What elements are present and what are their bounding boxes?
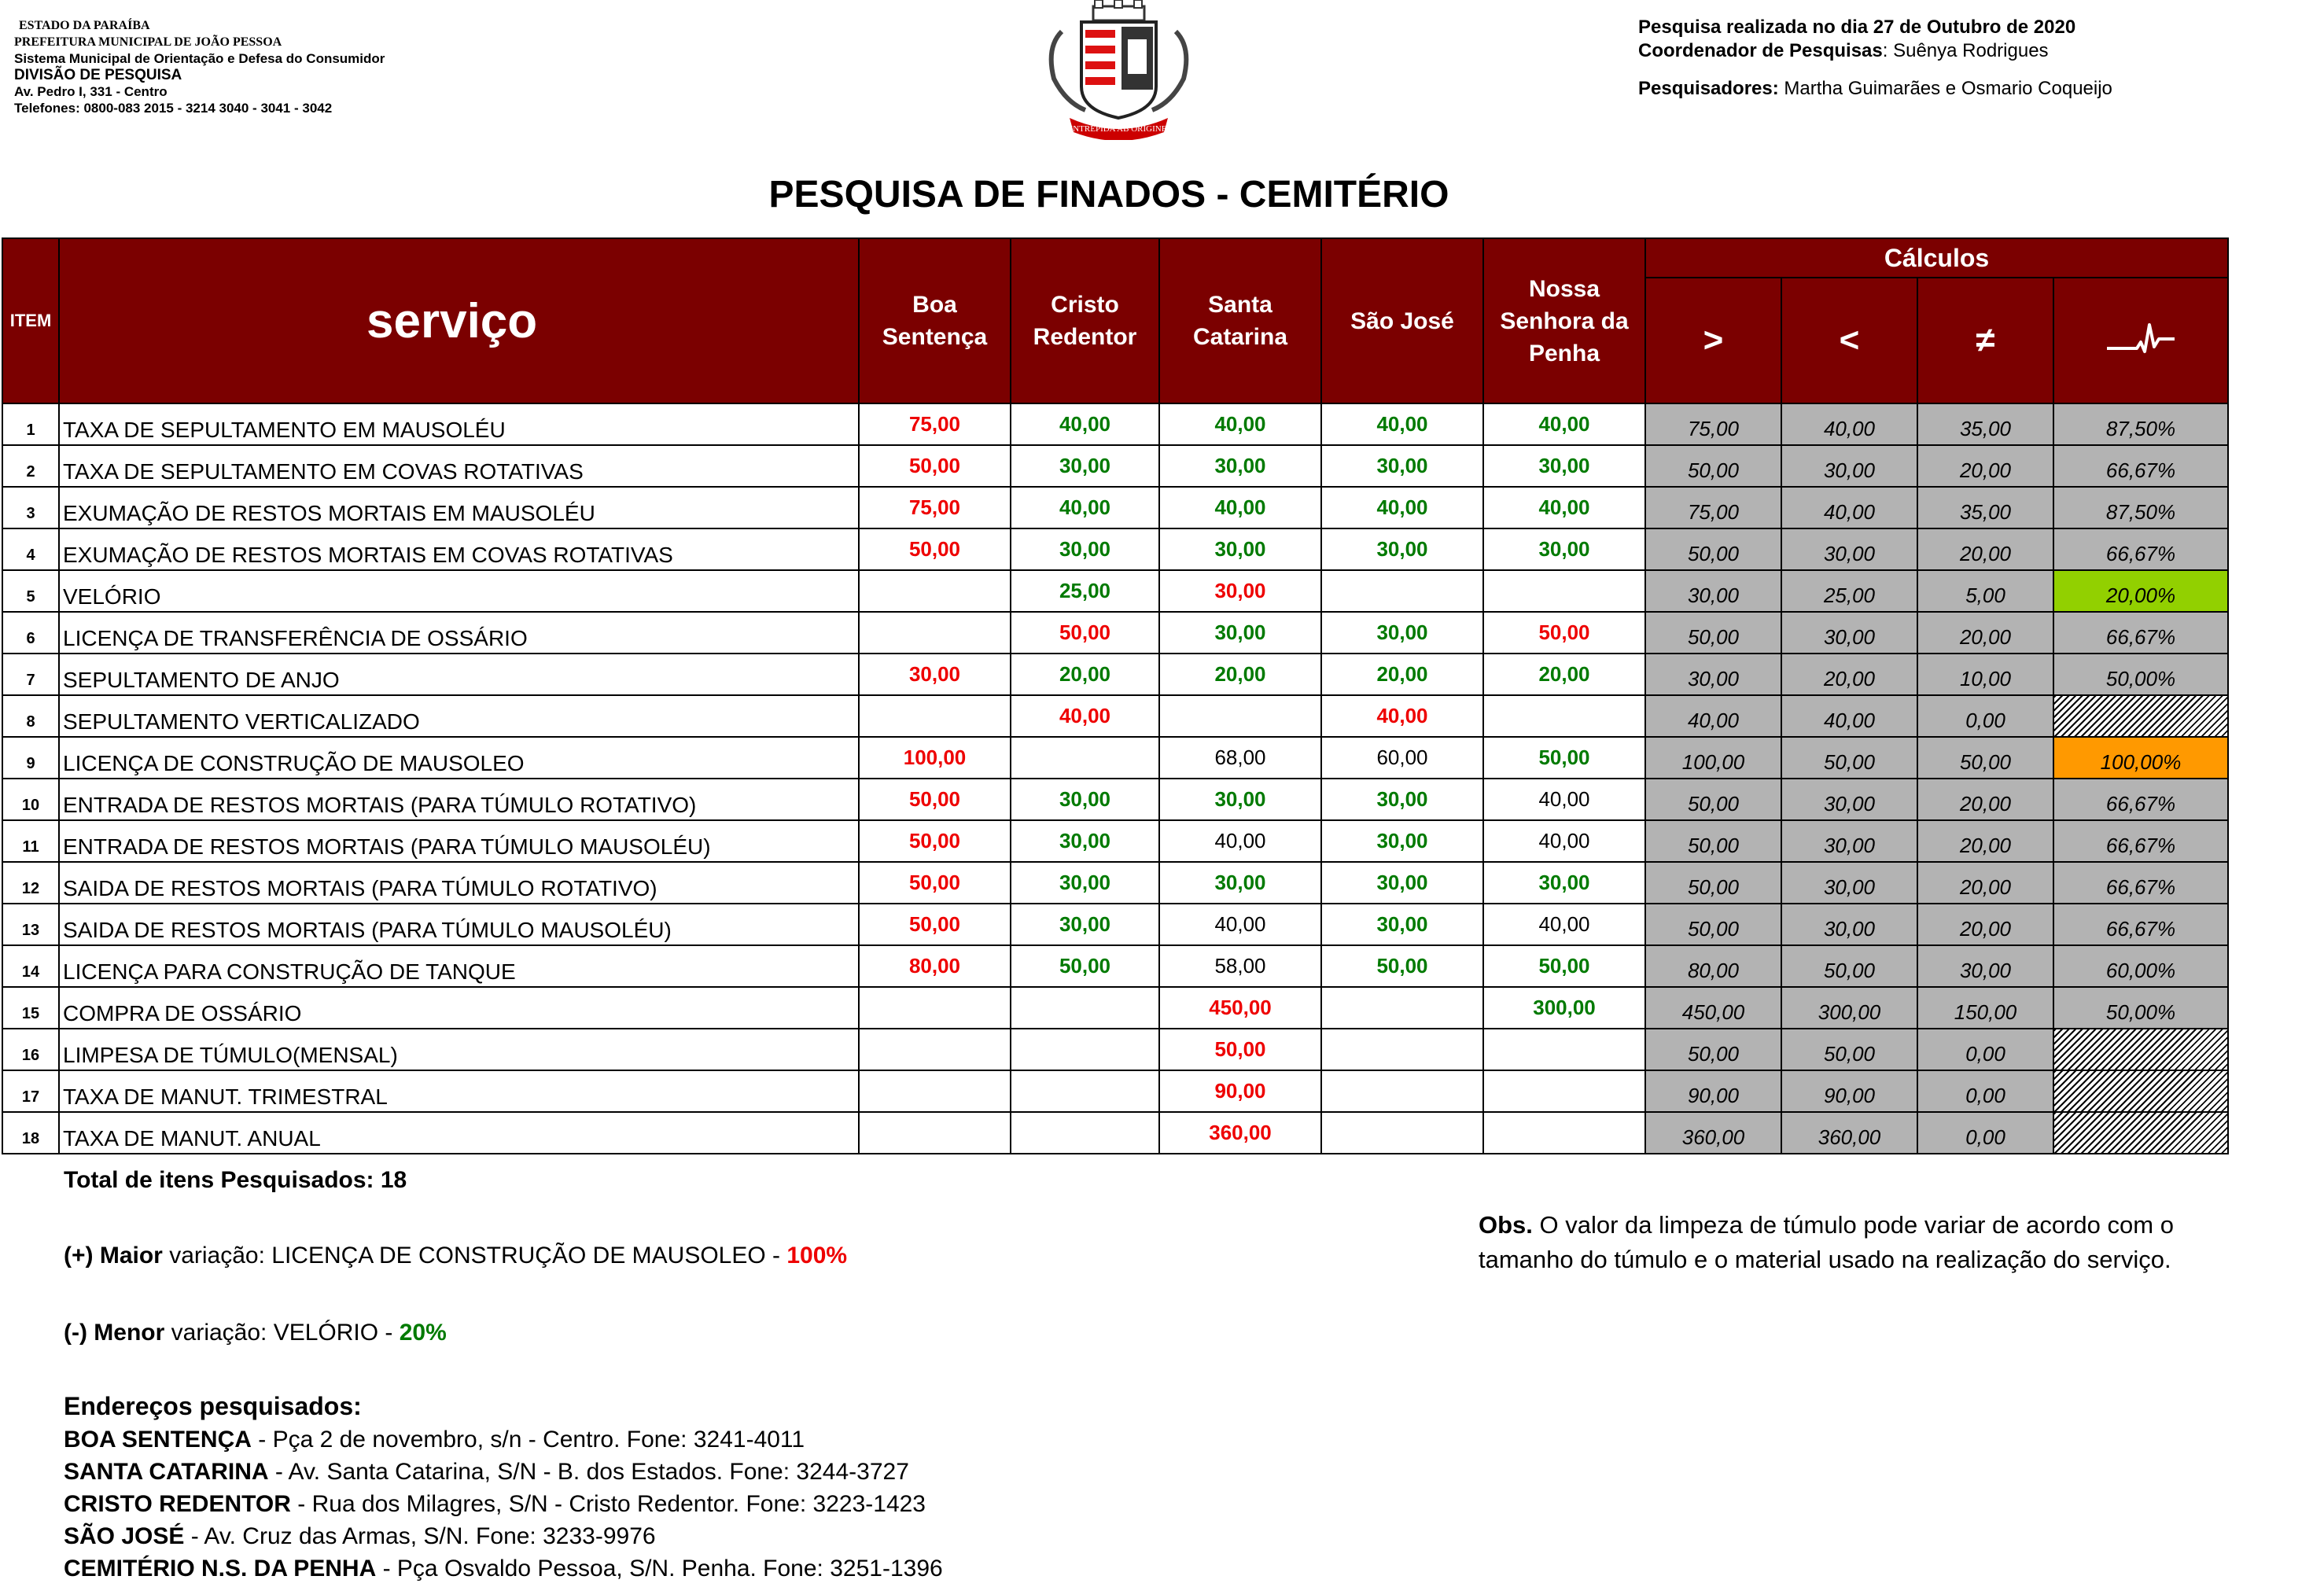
calc-diff: 20,00 — [1917, 445, 2053, 487]
survey-date: Pesquisa realizada no dia 27 de Outubro de 2020 — [1638, 17, 2076, 38]
service-name: LICENÇA DE TRANSFERÊNCIA DE OSSÁRIO — [59, 612, 859, 654]
page-title: PESQUISA DE FINADOS - CEMITÉRIO — [768, 174, 1449, 215]
store-price: 360,00 — [1159, 1112, 1321, 1154]
service-name: SEPULTAMENTO VERTICALIZADO — [59, 695, 859, 737]
item-number: 1 — [2, 403, 59, 445]
observation-note: Obs. O valor da limpeza de túmulo pode variar de acordo com o tamanho do túmulo e o material usado na realização do serviço. — [1479, 1211, 2174, 1273]
calc-max: 50,00 — [1645, 779, 1781, 820]
system-name: Sistema Municipal de Orientação e Defesa do Consumidor — [14, 51, 385, 66]
service-name: LICENÇA PARA CONSTRUÇÃO DE TANQUE — [59, 945, 859, 987]
header-store-boa-sentenca: Boa Sentença — [859, 238, 1011, 403]
service-name: TAXA DE MANUT. ANUAL — [59, 1112, 859, 1154]
item-number: 5 — [2, 570, 59, 612]
store-price — [859, 1070, 1011, 1112]
table-row — [2, 987, 2228, 1029]
calc-variation — [2053, 1029, 2228, 1070]
calc-min: 30,00 — [1781, 445, 1917, 487]
store-price: 50,00 — [1483, 945, 1645, 987]
calc-variation: 66,67% — [2053, 445, 2228, 487]
store-price: 40,00 — [1159, 904, 1321, 945]
store-price: 50,00 — [1321, 945, 1483, 987]
item-number: 4 — [2, 528, 59, 570]
calc-variation: 20,00% — [2053, 570, 2228, 612]
calc-variation: 66,67% — [2053, 820, 2228, 862]
calc-variation: 66,67% — [2053, 904, 2228, 945]
item-number: 6 — [2, 612, 59, 654]
store-price — [859, 570, 1011, 612]
calc-variation: 66,67% — [2053, 862, 2228, 904]
store-price: 40,00 — [1483, 904, 1645, 945]
store-price: 40,00 — [1321, 403, 1483, 445]
store-price — [1321, 1029, 1483, 1070]
calc-variation: 87,50% — [2053, 487, 2228, 528]
table-row — [2, 570, 2228, 612]
store-price: 50,00 — [859, 779, 1011, 820]
store-price: 30,00 — [1011, 904, 1159, 945]
header-calculos: Cálculos — [1645, 238, 2228, 278]
store-price: 30,00 — [1011, 820, 1159, 862]
calc-variation: 50,00% — [2053, 987, 2228, 1029]
service-name: SAIDA DE RESTOS MORTAIS (PARA TÚMULO ROTATIVO) — [59, 862, 859, 904]
store-price: 50,00 — [1483, 612, 1645, 654]
store-price: 30,00 — [1321, 612, 1483, 654]
table-row — [2, 403, 2228, 445]
table-row — [2, 1112, 2228, 1154]
service-name: ENTRADA DE RESTOS MORTAIS (PARA TÚMULO ROTATIVO) — [59, 779, 859, 820]
store-price: 30,00 — [1483, 528, 1645, 570]
store-price: 40,00 — [1321, 695, 1483, 737]
store-price: 30,00 — [1321, 779, 1483, 820]
calc-min: 25,00 — [1781, 570, 1917, 612]
address-item: CEMITÉRIO N.S. DA PENHA - Pça Osvaldo Pessoa, S/N. Penha. Fone: 3251-1396 — [64, 1556, 943, 1581]
store-price — [1011, 987, 1159, 1029]
store-price: 40,00 — [1159, 487, 1321, 528]
table-row — [2, 1029, 2228, 1070]
calc-min: 30,00 — [1781, 904, 1917, 945]
header-store-cristo-redentor: Cristo Redentor — [1011, 238, 1159, 403]
service-name: LICENÇA DE CONSTRUÇÃO DE MAUSOLEO — [59, 737, 859, 779]
store-price: 50,00 — [859, 528, 1011, 570]
store-price: 30,00 — [1321, 862, 1483, 904]
store-price: 75,00 — [859, 403, 1011, 445]
calc-min: 30,00 — [1781, 779, 1917, 820]
calc-min: 50,00 — [1781, 737, 1917, 779]
service-name: COMPRA DE OSSÁRIO — [59, 987, 859, 1029]
address-item: SÃO JOSÉ - Av. Cruz das Armas, S/N. Fone: 3233-9976 — [64, 1523, 656, 1549]
store-price — [1321, 1070, 1483, 1112]
item-number: 9 — [2, 737, 59, 779]
item-number: 8 — [2, 695, 59, 737]
calc-diff: 35,00 — [1917, 403, 2053, 445]
store-price: 30,00 — [859, 654, 1011, 695]
store-price: 30,00 — [1483, 445, 1645, 487]
calc-min: 40,00 — [1781, 695, 1917, 737]
addresses-title: Endereços pesquisados: — [64, 1392, 362, 1420]
store-price: 30,00 — [1321, 528, 1483, 570]
store-price — [1483, 570, 1645, 612]
calc-diff: 0,00 — [1917, 1070, 2053, 1112]
store-price: 80,00 — [859, 945, 1011, 987]
store-price — [1321, 570, 1483, 612]
store-price: 30,00 — [1321, 904, 1483, 945]
item-number: 14 — [2, 945, 59, 987]
store-price — [859, 1029, 1011, 1070]
item-number: 7 — [2, 654, 59, 695]
calc-min: 20,00 — [1781, 654, 1917, 695]
prefecture-name: PREFEITURA MUNICIPAL DE JOÃO PESSOA — [14, 35, 282, 49]
calc-max: 450,00 — [1645, 987, 1781, 1029]
store-price: 50,00 — [859, 820, 1011, 862]
store-price: 450,00 — [1159, 987, 1321, 1029]
item-number: 13 — [2, 904, 59, 945]
table-row — [2, 445, 2228, 487]
calc-max: 50,00 — [1645, 904, 1781, 945]
item-number: 18 — [2, 1112, 59, 1154]
researchers-label: Pesquisadores: — [1638, 78, 1779, 99]
store-price: 30,00 — [1321, 445, 1483, 487]
store-price — [1321, 1112, 1483, 1154]
calc-max: 50,00 — [1645, 528, 1781, 570]
store-price — [1011, 1112, 1159, 1154]
store-price: 50,00 — [859, 445, 1011, 487]
service-name: TAXA DE SEPULTAMENTO EM COVAS ROTATIVAS — [59, 445, 859, 487]
calc-max: 75,00 — [1645, 487, 1781, 528]
address-item: SANTA CATARINA - Av. Santa Catarina, S/N - B. dos Estados. Fone: 3244-3727 — [64, 1459, 909, 1485]
header-store-sao-jose: São José — [1321, 238, 1483, 403]
calc-max: 30,00 — [1645, 654, 1781, 695]
address-item: CRISTO REDENTOR - Rua dos Milagres, S/N - Cristo Redentor. Fone: 3223-1423 — [64, 1491, 926, 1517]
calc-diff: 20,00 — [1917, 612, 2053, 654]
store-price: 90,00 — [1159, 1070, 1321, 1112]
table-row — [2, 1070, 2228, 1112]
table-row — [2, 820, 2228, 862]
calc-min: 30,00 — [1781, 862, 1917, 904]
calc-min: 300,00 — [1781, 987, 1917, 1029]
store-price: 58,00 — [1159, 945, 1321, 987]
calc-min: 30,00 — [1781, 528, 1917, 570]
store-price: 30,00 — [1159, 528, 1321, 570]
address-list — [64, 1423, 943, 1585]
calc-min: 40,00 — [1781, 403, 1917, 445]
store-price: 30,00 — [1011, 528, 1159, 570]
store-price: 50,00 — [1011, 945, 1159, 987]
table-row — [2, 862, 2228, 904]
crest-motto: INTREPIDA AB ORIGINE — [1070, 124, 1167, 134]
calc-max: 50,00 — [1645, 612, 1781, 654]
calc-diff: 20,00 — [1917, 779, 2053, 820]
calc-min: 30,00 — [1781, 820, 1917, 862]
store-price — [1011, 1029, 1159, 1070]
city-coat-of-arms-icon — [1038, 0, 1199, 140]
store-price — [1483, 1029, 1645, 1070]
address-line: Av. Pedro I, 331 - Centro — [14, 84, 168, 99]
coordinator-label: Coordenador de Pesquisas — [1638, 40, 1883, 61]
calc-diff: 0,00 — [1917, 1112, 2053, 1154]
researchers-names: Martha Guimarães e Osmario Coqueijo — [1778, 78, 2112, 99]
item-number: 16 — [2, 1029, 59, 1070]
store-price — [859, 612, 1011, 654]
store-price — [1483, 1070, 1645, 1112]
store-price: 40,00 — [1011, 403, 1159, 445]
store-price: 50,00 — [1159, 1029, 1321, 1070]
calc-variation: 66,67% — [2053, 612, 2228, 654]
calc-max: 30,00 — [1645, 570, 1781, 612]
calc-variation: 87,50% — [2053, 403, 2228, 445]
header-service: serviço — [59, 238, 859, 403]
address-item: BOA SENTENÇA - Pça 2 de novembro, s/n - Centro. Fone: 3241-4011 — [64, 1427, 805, 1453]
header-store-ns-penha: Nossa Senhora da Penha — [1483, 238, 1645, 403]
store-price: 40,00 — [1159, 403, 1321, 445]
store-price — [859, 695, 1011, 737]
calc-min: 360,00 — [1781, 1112, 1917, 1154]
table-row — [2, 945, 2228, 987]
service-name: ENTRADA DE RESTOS MORTAIS (PARA TÚMULO MAUSOLÉU) — [59, 820, 859, 862]
store-price: 50,00 — [859, 904, 1011, 945]
calc-min: 90,00 — [1781, 1070, 1917, 1112]
calc-min: 30,00 — [1781, 612, 1917, 654]
item-number: 3 — [2, 487, 59, 528]
state-name: ESTADO DA PARAÍBA — [19, 19, 150, 32]
calc-diff: 150,00 — [1917, 987, 2053, 1029]
calc-max: 50,00 — [1645, 862, 1781, 904]
calc-diff: 20,00 — [1917, 862, 2053, 904]
store-price: 30,00 — [1159, 570, 1321, 612]
calc-max: 50,00 — [1645, 820, 1781, 862]
store-price: 20,00 — [1483, 654, 1645, 695]
header-max: > — [1645, 278, 1781, 403]
store-price: 40,00 — [1011, 487, 1159, 528]
store-price: 75,00 — [859, 487, 1011, 528]
phones-line: Telefones: 0800-083 2015 - 3214 3040 - 3041 - 3042 — [14, 101, 333, 116]
store-price: 30,00 — [1483, 862, 1645, 904]
store-price: 40,00 — [1483, 403, 1645, 445]
store-price: 20,00 — [1321, 654, 1483, 695]
store-price — [1483, 1112, 1645, 1154]
calc-diff: 20,00 — [1917, 820, 2053, 862]
store-price: 50,00 — [1011, 612, 1159, 654]
store-price: 100,00 — [859, 737, 1011, 779]
store-price: 30,00 — [1011, 862, 1159, 904]
min-variation: (-) Menor variação: VELÓRIO - 20% — [64, 1320, 447, 1346]
coordinator-name: : Suênya Rodrigues — [1882, 40, 2049, 61]
item-number: 10 — [2, 779, 59, 820]
service-name: VELÓRIO — [59, 570, 859, 612]
store-price: 40,00 — [1321, 487, 1483, 528]
store-price — [1011, 737, 1159, 779]
total-items: Total de itens Pesquisados: 18 — [64, 1167, 407, 1193]
store-price — [1159, 695, 1321, 737]
price-table — [2, 237, 2229, 1154]
calc-diff: 20,00 — [1917, 904, 2053, 945]
item-number: 12 — [2, 862, 59, 904]
service-name: LIMPESA DE TÚMULO(MENSAL) — [59, 1029, 859, 1070]
table-row — [2, 904, 2228, 945]
table-row — [2, 654, 2228, 695]
table-row — [2, 695, 2228, 737]
store-price: 30,00 — [1159, 779, 1321, 820]
store-price: 30,00 — [1159, 445, 1321, 487]
store-price: 30,00 — [1321, 820, 1483, 862]
service-name: EXUMAÇÃO DE RESTOS MORTAIS EM COVAS ROTATIVAS — [59, 528, 859, 570]
header-diff: ≠ — [1917, 278, 2053, 403]
table-row — [2, 779, 2228, 820]
calc-min: 40,00 — [1781, 487, 1917, 528]
calc-variation: 100,00% — [2053, 737, 2228, 779]
calc-variation: 60,00% — [2053, 945, 2228, 987]
calc-max: 40,00 — [1645, 695, 1781, 737]
calc-diff: 30,00 — [1917, 945, 2053, 987]
calc-max: 80,00 — [1645, 945, 1781, 987]
store-price: 20,00 — [1159, 654, 1321, 695]
calc-max: 90,00 — [1645, 1070, 1781, 1112]
calc-min: 50,00 — [1781, 945, 1917, 987]
store-price: 50,00 — [859, 862, 1011, 904]
store-price: 30,00 — [1011, 779, 1159, 820]
calc-diff: 0,00 — [1917, 695, 2053, 737]
store-price: 30,00 — [1011, 445, 1159, 487]
service-name: EXUMAÇÃO DE RESTOS MORTAIS EM MAUSOLÉU — [59, 487, 859, 528]
service-name: SAIDA DE RESTOS MORTAIS (PARA TÚMULO MAUSOLÉU) — [59, 904, 859, 945]
calc-diff: 35,00 — [1917, 487, 2053, 528]
store-price: 60,00 — [1321, 737, 1483, 779]
store-price — [859, 987, 1011, 1029]
store-price — [1483, 695, 1645, 737]
service-name: TAXA DE MANUT. TRIMESTRAL — [59, 1070, 859, 1112]
calc-max: 100,00 — [1645, 737, 1781, 779]
item-number: 15 — [2, 987, 59, 1029]
calc-diff: 20,00 — [1917, 528, 2053, 570]
calc-diff: 0,00 — [1917, 1029, 2053, 1070]
calc-variation — [2053, 1070, 2228, 1112]
store-price — [1321, 987, 1483, 1029]
table-row — [2, 487, 2228, 528]
store-price: 30,00 — [1159, 862, 1321, 904]
max-variation: (+) Maior variação: LICENÇA DE CONSTRUÇÃO DE MAUSOLEO - 100% — [64, 1243, 848, 1268]
calc-max: 50,00 — [1645, 445, 1781, 487]
table-row — [2, 528, 2228, 570]
item-number: 11 — [2, 820, 59, 862]
header-left — [14, 17, 385, 116]
table-row — [2, 612, 2228, 654]
calc-variation — [2053, 695, 2228, 737]
pulse-line-icon — [2105, 317, 2176, 356]
header-store-santa-catarina: Santa Catarina — [1159, 238, 1321, 403]
header-item: ITEM — [2, 238, 59, 403]
calc-max: 360,00 — [1645, 1112, 1781, 1154]
service-name: TAXA DE SEPULTAMENTO EM MAUSOLÉU — [59, 403, 859, 445]
store-price: 20,00 — [1011, 654, 1159, 695]
calc-variation: 66,67% — [2053, 528, 2228, 570]
store-price: 30,00 — [1159, 612, 1321, 654]
store-price: 25,00 — [1011, 570, 1159, 612]
store-price: 68,00 — [1159, 737, 1321, 779]
store-price: 40,00 — [1011, 695, 1159, 737]
store-price: 40,00 — [1483, 779, 1645, 820]
calc-min: 50,00 — [1781, 1029, 1917, 1070]
store-price: 40,00 — [1483, 487, 1645, 528]
store-price: 40,00 — [1159, 820, 1321, 862]
calc-diff: 5,00 — [1917, 570, 2053, 612]
store-price: 300,00 — [1483, 987, 1645, 1029]
store-price: 40,00 — [1483, 820, 1645, 862]
header-variation — [2053, 278, 2228, 403]
header-right — [1638, 16, 2112, 101]
item-number: 2 — [2, 445, 59, 487]
store-price — [859, 1112, 1011, 1154]
calc-variation: 50,00% — [2053, 654, 2228, 695]
store-price: 50,00 — [1483, 737, 1645, 779]
calc-diff: 50,00 — [1917, 737, 2053, 779]
calc-variation — [2053, 1112, 2228, 1154]
calc-variation: 66,67% — [2053, 779, 2228, 820]
header-min: < — [1781, 278, 1917, 403]
calc-max: 75,00 — [1645, 403, 1781, 445]
calc-max: 50,00 — [1645, 1029, 1781, 1070]
service-name: SEPULTAMENTO DE ANJO — [59, 654, 859, 695]
item-number: 17 — [2, 1070, 59, 1112]
table-row — [2, 737, 2228, 779]
division-name: DIVISÃO DE PESQUISA — [14, 67, 182, 83]
store-price — [1011, 1070, 1159, 1112]
calc-diff: 10,00 — [1917, 654, 2053, 695]
